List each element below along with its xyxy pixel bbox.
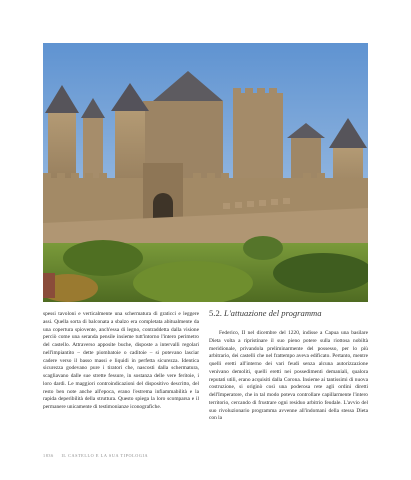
running-head: IL CASTELLO E LA SUA TIPOLOGIA <box>61 453 149 458</box>
castle-illustration <box>43 43 368 302</box>
section-heading <box>209 308 368 319</box>
castle-photo <box>43 43 368 302</box>
right-column-text: Federico, II nel dicembre del 1220, indisse a Capua una basilare Dieta volta a ripristinare il suo pieno potere sulla riottosa nobiltà meridionale, privandola preliminarmente del possesso, per lo più arbitrario, dei castelli che nel frattempo aveva edificato. Pertanto, mentre quelli eretti all'interno dei vari feudi senza alcuna autorizzazione venivano demoliti, quelli eretti nei possedimenti demaniali, qualora reputati utili, erano acquisiti dalla Corona. Insieme ai tantissimi di nuova costruzione, si originò così una poderosa rete agli ordini diretti dell'Imperatore, che in tal modo poteva controllare capillarmente l'intero territorio, cercando di frustrare ogni residuo arbitrio feudale. L'avvio del suo rivoluzionario programma avvenne all'indomani della stessa Dieta con la <box>209 330 368 422</box>
page-footer <box>43 453 148 458</box>
page-number: 1836 <box>43 453 54 458</box>
section-title: L'attuazione del programma <box>224 308 322 318</box>
left-column-text: spessi tavoloni e verticalmente una schermatura di graticci e leggere assi. Quella sorta di balconata a sbalzo era completata abitualmente da una copertura spiovente, anch'essa di legno, contraddetta dalla visione perciò come una seranda pensile insieme tutt'intorno l'intero perimetro del castello. Attraverso apposite buche, disposte a intervalli regolari nell'impiantito – dette piombatoie o caditoie – si potevano lasciar cadere verso il basso massi e liquidi in perfetta sicurezza. Identica sicurezza godevano pure i tiratori che, nascosti dalla schermatura, scagliavano dalle sue strette fessure, in sostanza delle vere feritoie, i loro dardi. Le maggiori controindicazioni del dispositivo descritto, del resto ben note anche all'epoca, erano l'estrema infiammabilità e la rapida deperibilità della struttura. Questo spiega la loro scomparsa e il permanere unicamente di testimonianze iconografiche. <box>43 311 199 410</box>
section-number: 5.2. <box>209 308 222 318</box>
